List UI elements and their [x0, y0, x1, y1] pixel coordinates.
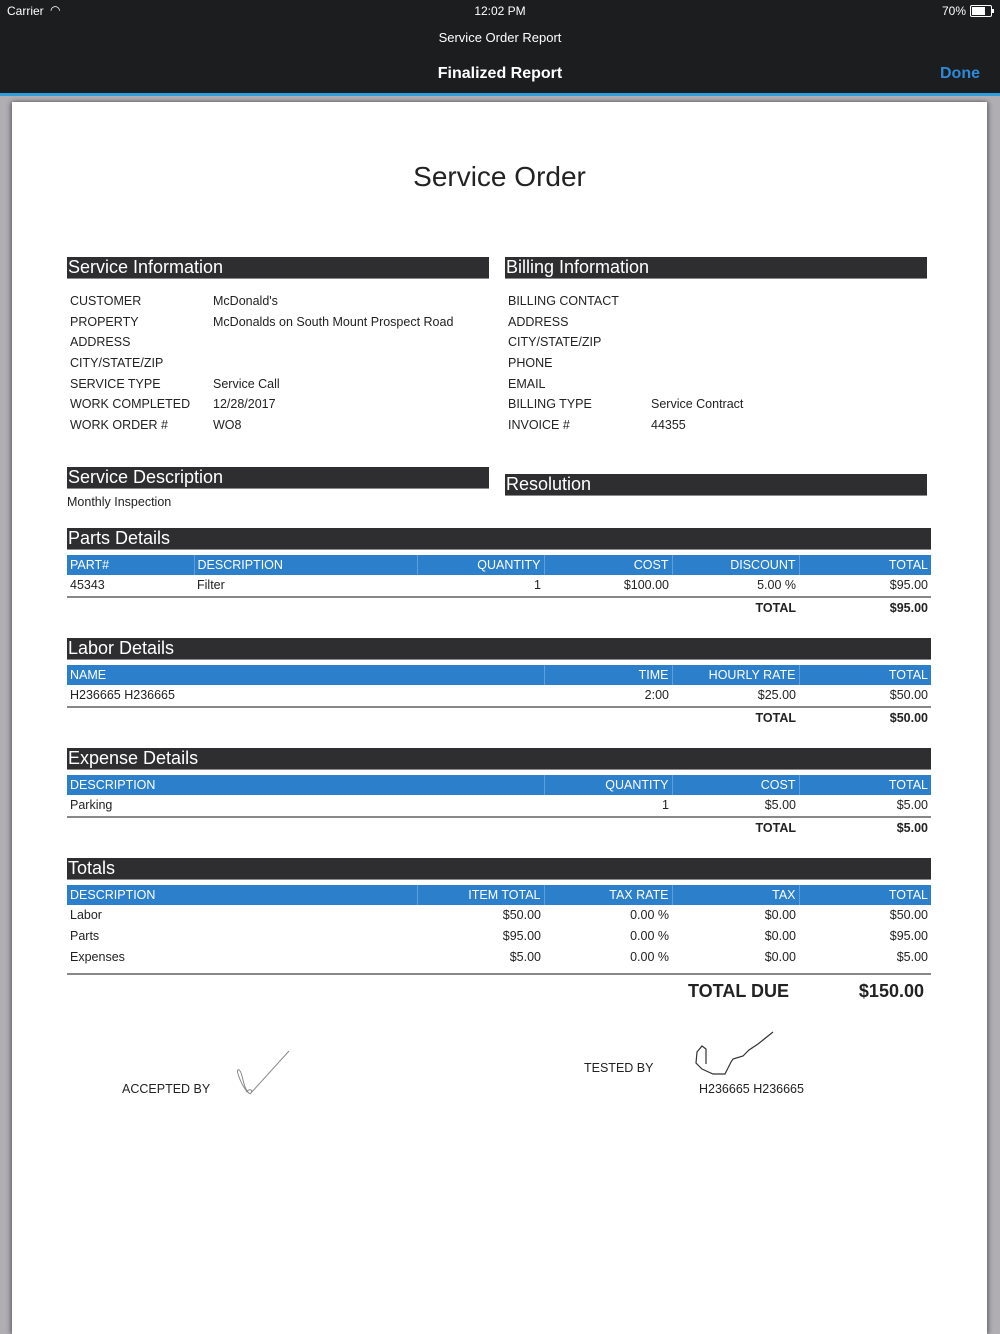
- table-header-row: [67, 885, 931, 905]
- table-cell: Filter: [194, 575, 417, 597]
- total-label: TOTAL: [755, 821, 796, 836]
- table-row: [67, 946, 931, 967]
- info-value: 44355: [651, 418, 686, 433]
- accepted-by-signature: [230, 1046, 295, 1098]
- empty-cell: [67, 817, 544, 839]
- accepted-by-label: ACCEPTED BY: [122, 1082, 211, 1096]
- table-cell: $95.00: [889, 929, 928, 944]
- info-row: [70, 291, 490, 312]
- table-cell: $0.00: [764, 908, 796, 923]
- totals-divider-row: [67, 967, 931, 974]
- column-header: TOTAL: [799, 775, 931, 795]
- table-cell: Parts: [70, 929, 100, 944]
- service-description-text: Monthly Inspection: [67, 495, 172, 509]
- info-row: [70, 332, 490, 353]
- info-label: WORK ORDER #: [70, 418, 168, 433]
- column-header: HOURLY RATE: [672, 665, 799, 685]
- table-row: [67, 795, 931, 817]
- info-row: [508, 374, 928, 395]
- column-header: TAX RATE: [544, 885, 672, 905]
- table-cell: $5.00: [672, 795, 799, 817]
- table-row: [67, 926, 931, 947]
- info-row: [508, 291, 928, 312]
- table-cell: $5.00: [896, 949, 928, 964]
- info-label: BILLING TYPE: [508, 397, 592, 412]
- empty-cell: [544, 597, 672, 619]
- nav-title: Finalized Report: [437, 65, 563, 82]
- table-cell: $50.00: [502, 908, 541, 923]
- total-due-label: TOTAL DUE: [688, 981, 790, 1001]
- info-label: SERVICE TYPE: [70, 376, 161, 391]
- column-header: DESCRIPTION: [67, 775, 544, 795]
- info-row: [508, 353, 928, 374]
- status-bar: [0, 0, 1000, 22]
- expense-table: [67, 775, 931, 838]
- column-header: COST: [544, 555, 672, 575]
- table-header-row: [67, 665, 931, 685]
- info-value: WO8: [213, 418, 242, 433]
- table-cell: 5.00 %: [672, 575, 799, 597]
- section-resolution: Resolution: [505, 474, 927, 496]
- empty-cell: [194, 597, 417, 619]
- info-label: PROPERTY: [70, 314, 139, 329]
- table-cell: $95.00: [502, 929, 541, 944]
- column-header: QUANTITY: [544, 775, 672, 795]
- column-header: DESCRIPTION: [194, 555, 417, 575]
- table-cell: 0.00 %: [630, 908, 669, 923]
- total-due-value: $150.00: [858, 981, 924, 1001]
- info-label: EMAIL: [508, 376, 546, 391]
- carrier-label: Carrier: [7, 4, 44, 18]
- column-header: COST: [672, 775, 799, 795]
- column-header: TOTAL: [799, 665, 931, 685]
- table-header-row: [67, 775, 931, 795]
- column-header: PART#: [67, 555, 194, 575]
- info-value: 12/28/2017: [213, 397, 276, 412]
- table-cell: $25.00: [672, 685, 799, 707]
- column-header: DESCRIPTION: [67, 885, 417, 905]
- table-cell: 2:00: [544, 685, 672, 707]
- empty-cell: [544, 817, 672, 839]
- table-cell: $50.00: [799, 685, 931, 707]
- section-expense-details: Expense Details: [67, 748, 931, 770]
- empty-cell: [67, 597, 194, 619]
- table-cell: 0.00 %: [630, 949, 669, 964]
- info-row: [508, 332, 928, 353]
- table-cell: $95.00: [799, 575, 931, 597]
- empty-cell: [544, 707, 672, 729]
- navigation-bar: [0, 22, 1000, 93]
- done-button[interactable]: Done: [940, 65, 980, 82]
- info-label: CITY/STATE/ZIP: [70, 356, 164, 371]
- labor-table: [67, 665, 931, 728]
- total-value: $5.00: [896, 821, 928, 836]
- column-header: TOTAL: [799, 555, 931, 575]
- table-cell: $5.00: [509, 949, 541, 964]
- total-value: $95.00: [889, 601, 928, 616]
- table-cell: $100.00: [544, 575, 672, 597]
- info-value: Service Contract: [651, 397, 744, 412]
- battery-percent: 70%: [941, 4, 966, 18]
- section-service-information: Service Information: [67, 257, 489, 279]
- table-cell: $0.00: [764, 949, 796, 964]
- wifi-icon: ◠: [50, 3, 61, 17]
- battery-icon: [970, 5, 992, 17]
- column-header: NAME: [67, 665, 544, 685]
- info-value: Service Call: [213, 376, 280, 391]
- totals-table: [67, 885, 931, 975]
- empty-cell: [417, 597, 544, 619]
- table-cell: 45343: [67, 575, 194, 597]
- tested-by-label: TESTED BY: [584, 1061, 654, 1075]
- info-row: [70, 415, 490, 436]
- info-label: BILLING CONTACT: [508, 294, 619, 308]
- total-label: TOTAL: [755, 711, 796, 726]
- document-title: Service Order: [413, 161, 586, 192]
- nav-subtitle: Service Order Report: [438, 30, 562, 45]
- table-cell: Expenses: [70, 949, 125, 964]
- tested-by-name: H236665 H236665: [699, 1082, 804, 1096]
- column-header: DISCOUNT: [672, 555, 799, 575]
- table-cell: Parking: [67, 795, 544, 817]
- section-billing-information: Billing Information: [505, 257, 927, 279]
- info-label: PHONE: [508, 356, 553, 371]
- section-labor-details: Labor Details: [67, 638, 931, 660]
- info-row: [70, 312, 490, 333]
- info-row: [508, 312, 928, 333]
- info-row: [70, 394, 490, 415]
- status-time: 12:02 PM: [474, 4, 526, 18]
- column-header: QUANTITY: [417, 555, 544, 575]
- table-header-row: [67, 555, 931, 575]
- section-service-description: Service Description: [67, 467, 489, 489]
- table-cell: $0.00: [764, 929, 796, 944]
- report-page[interactable]: [12, 102, 987, 1334]
- total-value: $50.00: [889, 711, 928, 726]
- info-row: [70, 353, 490, 374]
- section-totals: Totals: [67, 858, 931, 880]
- info-label: CITY/STATE/ZIP: [508, 335, 602, 350]
- table-cell: H236665 H236665: [67, 685, 544, 707]
- section-parts-details: Parts Details: [67, 528, 931, 550]
- info-value: McDonalds on South Mount Prospect Road: [213, 314, 454, 329]
- table-cell: 1: [544, 795, 672, 817]
- column-header: TOTAL: [799, 885, 931, 905]
- empty-cell: [67, 707, 544, 729]
- table-row: [67, 575, 931, 597]
- service-information-list: [70, 291, 490, 436]
- table-row: [67, 685, 931, 707]
- column-header: TIME: [544, 665, 672, 685]
- info-row: [70, 374, 490, 395]
- totals-divider: [67, 967, 931, 974]
- column-header: ITEM TOTAL: [417, 885, 544, 905]
- info-row: [508, 415, 928, 436]
- parts-table: [67, 555, 931, 618]
- table-row: [67, 905, 931, 926]
- info-label: ADDRESS: [70, 335, 131, 350]
- table-total-row: [67, 707, 931, 729]
- info-label: INVOICE #: [508, 418, 570, 433]
- table-total-row: [67, 597, 931, 619]
- tested-by-signature: [694, 1026, 784, 1078]
- billing-information-list: [508, 291, 928, 436]
- table-cell: 1: [417, 575, 544, 597]
- info-value: McDonald's: [213, 294, 278, 308]
- total-label: TOTAL: [755, 601, 796, 616]
- column-header: TAX: [672, 885, 799, 905]
- table-cell: 0.00 %: [630, 929, 669, 944]
- table-cell: $50.00: [889, 908, 928, 923]
- info-row: [508, 394, 928, 415]
- info-label: CUSTOMER: [70, 294, 142, 308]
- info-label: ADDRESS: [508, 314, 569, 329]
- table-cell: Labor: [70, 908, 102, 923]
- nav-accent-line: [0, 93, 1000, 96]
- table-total-row: [67, 817, 931, 839]
- info-label: WORK COMPLETED: [70, 397, 191, 412]
- table-cell: $5.00: [799, 795, 931, 817]
